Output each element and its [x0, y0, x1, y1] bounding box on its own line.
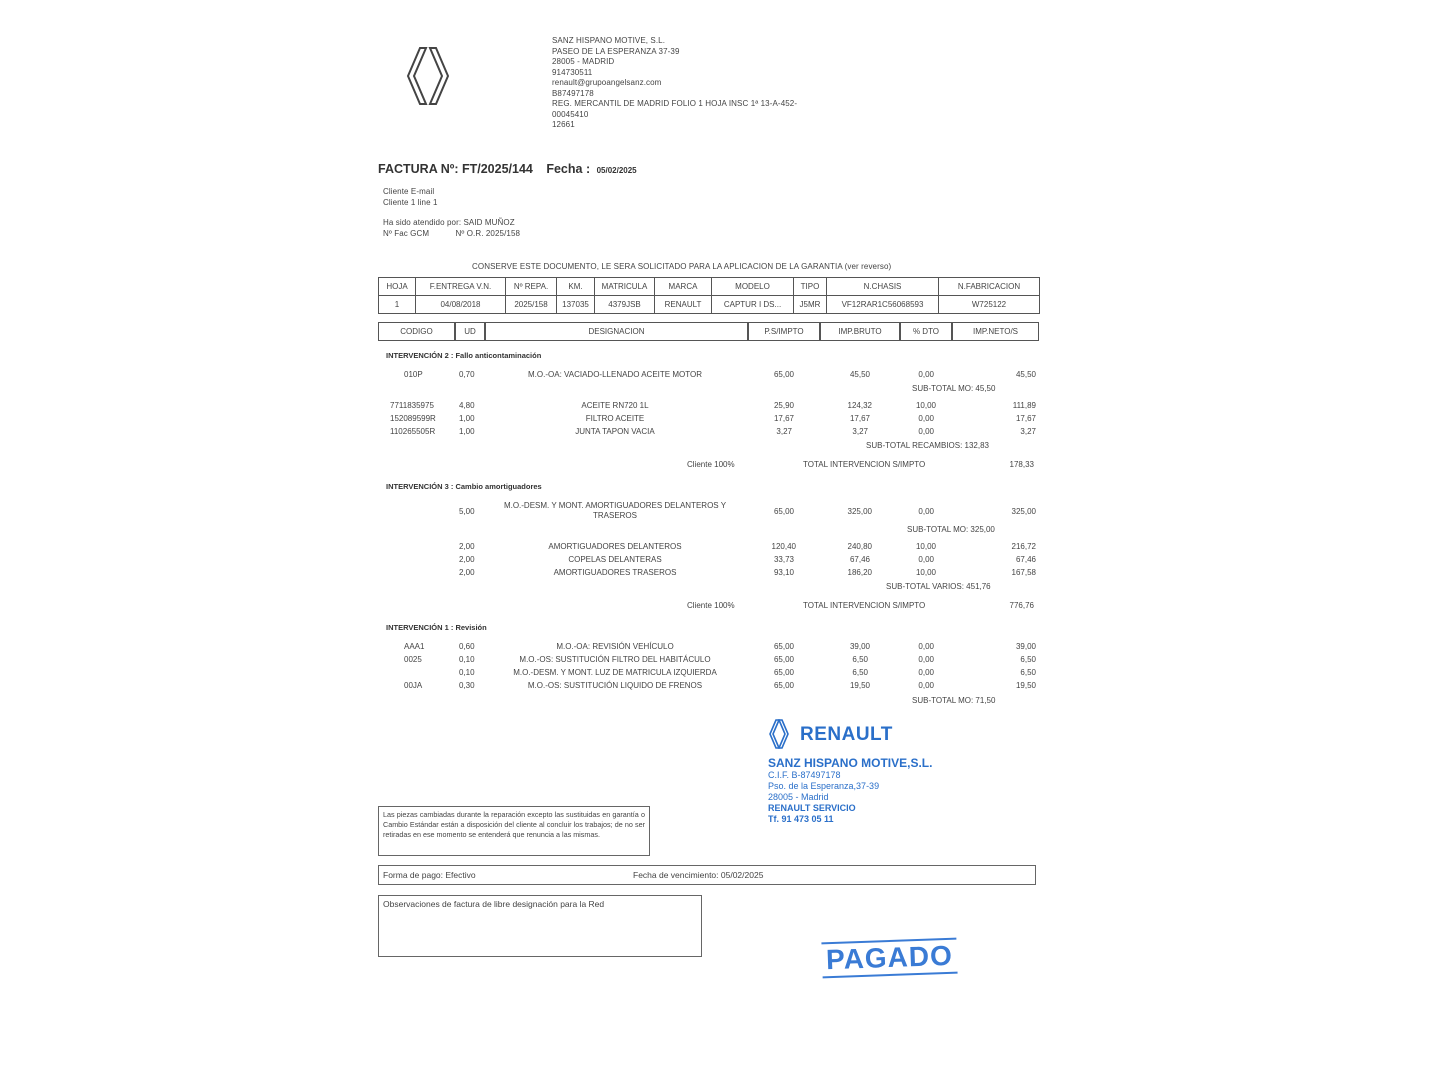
line-neto: 3,27	[1020, 427, 1036, 436]
vehicle-table-header	[379, 278, 1040, 296]
line-bruto: 39,00	[849, 642, 870, 651]
vehicle-cell: 4379JSB	[595, 296, 655, 314]
line-price: 25,90	[773, 401, 794, 410]
company-line: B87497178	[552, 88, 594, 98]
stamp-brand: RENAULT	[800, 724, 893, 745]
section-title: INTERVENCIÓN 2 : Fallo anticontaminación	[386, 351, 542, 360]
line-price: 65,00	[773, 668, 794, 677]
total-value: 776,76	[1009, 601, 1034, 610]
vehicle-header-cell: MODELO	[712, 278, 794, 296]
line-neto: 45,50	[1015, 370, 1036, 379]
invoice-date: 05/02/2025	[596, 166, 637, 175]
renault-diamond-logo	[404, 44, 452, 108]
line-dto: 0,00	[918, 507, 934, 516]
vehicle-header-cell: KM.	[557, 278, 595, 296]
attended-by: Ha sido atendido por: SAID MUÑOZ	[383, 218, 515, 227]
lines-column-headers	[378, 322, 1039, 341]
parts-notice-box	[378, 806, 650, 856]
observations-text: Observaciones de factura de libre designación para la Red	[383, 899, 605, 909]
line-ud: 1,00	[459, 414, 475, 423]
line-price: 93,10	[773, 568, 794, 577]
client-email: Cliente E-mail	[383, 187, 435, 196]
subtotal-mo: SUB-TOTAL MO: 71,50	[912, 696, 996, 705]
line-bruto: 6,50	[852, 655, 868, 664]
subtotal-mo: SUB-TOTAL MO: 325,00	[907, 525, 995, 534]
vehicle-header-cell: Nº REPA.	[506, 278, 557, 296]
line-ud: 0,10	[459, 655, 475, 664]
stamp-phone: Tf. 91 473 05 11	[768, 814, 834, 824]
line-desc: M.O.-OA: REVISIÓN VEHÍCULO	[556, 642, 674, 651]
line-desc: JUNTA TAPON VACIA	[575, 427, 655, 436]
invoice-label: FACTURA Nº:	[378, 162, 459, 176]
line-dto: 0,00	[918, 414, 934, 423]
order-numbers	[383, 229, 520, 240]
renault-stamp-logo-icon	[768, 718, 790, 750]
line-dto: 0,00	[918, 681, 934, 690]
line-code: 110265505R	[390, 427, 436, 436]
section-title: INTERVENCIÓN 3 : Cambio amortiguadores	[386, 482, 542, 491]
line-bruto: 6,50	[852, 668, 868, 677]
line-bruto: 3,27	[852, 427, 868, 436]
line-bruto: 17,67	[849, 414, 870, 423]
line-bruto: 45,50	[849, 370, 870, 379]
parts-notice-text: Las piezas cambiadas durante la reparación excepto las sustituidas en garantía o Cambio Estándar están a disposición del cliente al concluir los trabajos; de no ser retiradas en ese momento se entenderá que renuncia a las mismas.	[383, 810, 645, 839]
line-code: 152089599R	[390, 414, 436, 423]
payment-method: Forma de pago: Efectivo	[383, 870, 476, 880]
line-price: 120,40	[771, 542, 796, 551]
vehicle-cell: 137035	[557, 296, 595, 314]
line-desc: ACEITE RN720 1L	[581, 401, 649, 410]
line-dto: 0,00	[918, 370, 934, 379]
line-neto: 325,00	[1011, 507, 1036, 516]
line-dto: 10,00	[915, 401, 936, 410]
line-desc: M.O.-OS: SUSTITUCIÓN FILTRO DEL HABITÁCULO	[519, 655, 711, 664]
line-desc: AMORTIGUADORES DELANTEROS	[548, 542, 682, 551]
line-neto: 67,46	[1015, 555, 1036, 564]
line-code: 010P	[404, 370, 423, 379]
line-price: 33,73	[773, 555, 794, 564]
company-line: REG. MERCANTIL DE MADRID FOLIO 1 HOJA INSC 1ª 13-A-452-	[552, 99, 798, 108]
line-desc: M.O.-OA: VACIADO-LLENADO ACEITE MOTOR	[528, 370, 702, 379]
vehicle-cell: CAPTUR I DS...	[712, 296, 794, 314]
line-neto: 216,72	[1011, 542, 1036, 551]
line-price: 3,27	[776, 427, 792, 436]
attended-block	[383, 218, 520, 239]
line-neto: 17,67	[1015, 414, 1036, 423]
line-ud: 0,60	[459, 642, 475, 651]
invoice-date-label: Fecha :	[546, 162, 591, 176]
col-bruto: IMP.BRUTO	[820, 322, 900, 341]
vehicle-header-cell: F.ENTREGA V.N.	[416, 278, 506, 296]
line-price: 65,00	[773, 370, 794, 379]
line-ud: 2,00	[459, 568, 475, 577]
col-dto: % DTO	[900, 322, 952, 341]
company-line: 28005 - MADRID	[552, 57, 615, 66]
observations-box	[378, 895, 702, 957]
line-bruto: 124,32	[847, 401, 872, 410]
line-neto: 6,50	[1020, 655, 1036, 664]
line-bruto: 240,80	[847, 542, 872, 551]
stamp-company: SANZ HISPANO MOTIVE,S.L.	[768, 756, 933, 770]
cliente-percent: Cliente 100%	[687, 460, 735, 469]
line-dto: 0,00	[918, 555, 934, 564]
vehicle-header-cell: MATRICULA	[595, 278, 655, 296]
line-ud: 4,80	[459, 401, 475, 410]
stamp-city: 28005 - Madrid	[768, 792, 829, 802]
invoice-title	[378, 162, 637, 176]
col-ud: UD	[455, 322, 485, 341]
line-code: AAA1	[404, 642, 425, 651]
line-ud: 5,00	[459, 507, 475, 516]
line-desc: AMORTIGUADORES TRASEROS	[553, 568, 677, 577]
line-price: 65,00	[773, 642, 794, 651]
vehicle-cell: J5MR	[794, 296, 827, 314]
line-code: 00JA	[404, 681, 423, 690]
line-neto: 19,50	[1015, 681, 1036, 690]
vehicle-cell: 2025/158	[506, 296, 557, 314]
total-value: 178,33	[1009, 460, 1034, 469]
company-line: SANZ HISPANO MOTIVE, S.L.	[552, 36, 666, 45]
line-bruto: 19,50	[849, 681, 870, 690]
stamp-cif: C.I.F. B-87497178	[768, 770, 841, 780]
line-code: 7711835975	[390, 401, 434, 410]
vehicle-table	[378, 277, 1040, 314]
line-dto: 10,00	[915, 542, 936, 551]
vehicle-header-cell: N.FABRICACION	[939, 278, 1040, 296]
fac-gcm: Nº Fac GCM	[383, 228, 430, 238]
total-label: TOTAL INTERVENCION S/IMPTO	[803, 460, 926, 469]
subtotal-varios: SUB-TOTAL VARIOS: 451,76	[886, 582, 991, 591]
line-dto: 0,00	[918, 427, 934, 436]
payment-due-date: Fecha de vencimiento: 05/02/2025	[633, 870, 764, 880]
line-desc: FILTRO ACEITE	[585, 414, 645, 423]
vehicle-header-cell: TIPO	[794, 278, 827, 296]
line-desc-cont: TRASEROS	[592, 511, 637, 520]
subtotal-recambios: SUB-TOTAL RECAMBIOS: 132,83	[866, 441, 990, 450]
line-ud: 2,00	[459, 555, 475, 564]
cliente-percent: Cliente 100%	[687, 601, 735, 610]
line-price: 65,00	[773, 655, 794, 664]
line-neto: 39,00	[1015, 642, 1036, 651]
conserve-notice: CONSERVE ESTE DOCUMENTO, LE SERA SOLICITADO PARA LA APLICACION DE LA GARANTIA (ver reverso)	[472, 262, 892, 271]
line-bruto: 67,46	[849, 555, 870, 564]
vehicle-cell: 04/08/2018	[416, 296, 506, 314]
line-price: 17,67	[773, 414, 794, 423]
col-codigo: CODIGO	[378, 322, 455, 341]
client-block	[383, 187, 438, 208]
line-ud: 2,00	[459, 542, 475, 551]
pagado-stamp: PAGADO	[821, 938, 957, 979]
col-precio: P.S/IMPTO	[748, 322, 820, 341]
line-code: 0025	[404, 655, 422, 664]
client-line: Cliente 1 line 1	[383, 197, 438, 207]
line-price: 65,00	[773, 681, 794, 690]
section-title: INTERVENCIÓN 1 : Revisión	[386, 623, 487, 632]
vehicle-cell: RENAULT	[655, 296, 712, 314]
line-dto: 10,00	[915, 568, 936, 577]
stamp-service: RENAULT SERVICIO	[768, 803, 856, 813]
company-line: 00045410	[552, 109, 589, 119]
stamp-address: Pso. de la Esperanza,37-39	[768, 781, 880, 791]
line-neto: 6,50	[1020, 668, 1036, 677]
line-bruto: 186,20	[847, 568, 872, 577]
vehicle-table-row	[379, 296, 1040, 314]
line-ud: 0,10	[459, 668, 475, 677]
vehicle-cell: VF12RAR1C56068593	[827, 296, 939, 314]
or-number: Nº O.R. 2025/158	[455, 228, 521, 238]
line-neto: 167,58	[1011, 568, 1036, 577]
col-designacion: DESIGNACION	[485, 322, 748, 341]
line-desc: M.O.-OS: SUSTITUCIÓN LIQUIDO DE FRENOS	[527, 681, 703, 690]
line-ud: 0,30	[459, 681, 475, 690]
company-line: 914730511	[552, 67, 593, 77]
total-label: TOTAL INTERVENCION S/IMPTO	[803, 601, 926, 610]
line-desc: M.O.-DESM. Y MONT. LUZ DE MATRICULA IZQUIERDA	[513, 668, 717, 677]
col-neto: IMP.NETO/S	[952, 322, 1039, 341]
line-desc: M.O.-DESM. Y MONT. AMORTIGUADORES DELANTEROS Y	[503, 501, 727, 510]
line-dto: 0,00	[918, 642, 934, 651]
vehicle-cell: 1	[379, 296, 416, 314]
vehicle-header-cell: N.CHASIS	[827, 278, 939, 296]
payment-box	[378, 865, 1036, 885]
line-ud: 0,70	[459, 370, 475, 379]
company-line: PASEO DE LA ESPERANZA 37-39	[552, 46, 680, 56]
invoice-number: FT/2025/144	[461, 162, 533, 176]
line-bruto: 325,00	[847, 507, 872, 516]
line-dto: 0,00	[918, 668, 934, 677]
company-address-block	[552, 36, 797, 131]
company-line: renault@grupoangelsanz.com	[552, 78, 662, 87]
subtotal-mo: SUB-TOTAL MO: 45,50	[912, 384, 996, 393]
line-neto: 111,89	[1012, 401, 1036, 410]
line-ud: 1,00	[459, 427, 475, 436]
vehicle-cell: W725122	[939, 296, 1040, 314]
stamp-details	[768, 770, 879, 825]
company-line: 12661	[552, 120, 575, 129]
line-price: 65,00	[773, 507, 794, 516]
vehicle-header-cell: MARCA	[655, 278, 712, 296]
line-desc: COPELAS DELANTERAS	[568, 555, 662, 564]
line-dto: 0,00	[918, 655, 934, 664]
vehicle-header-cell: HOJA	[379, 278, 416, 296]
